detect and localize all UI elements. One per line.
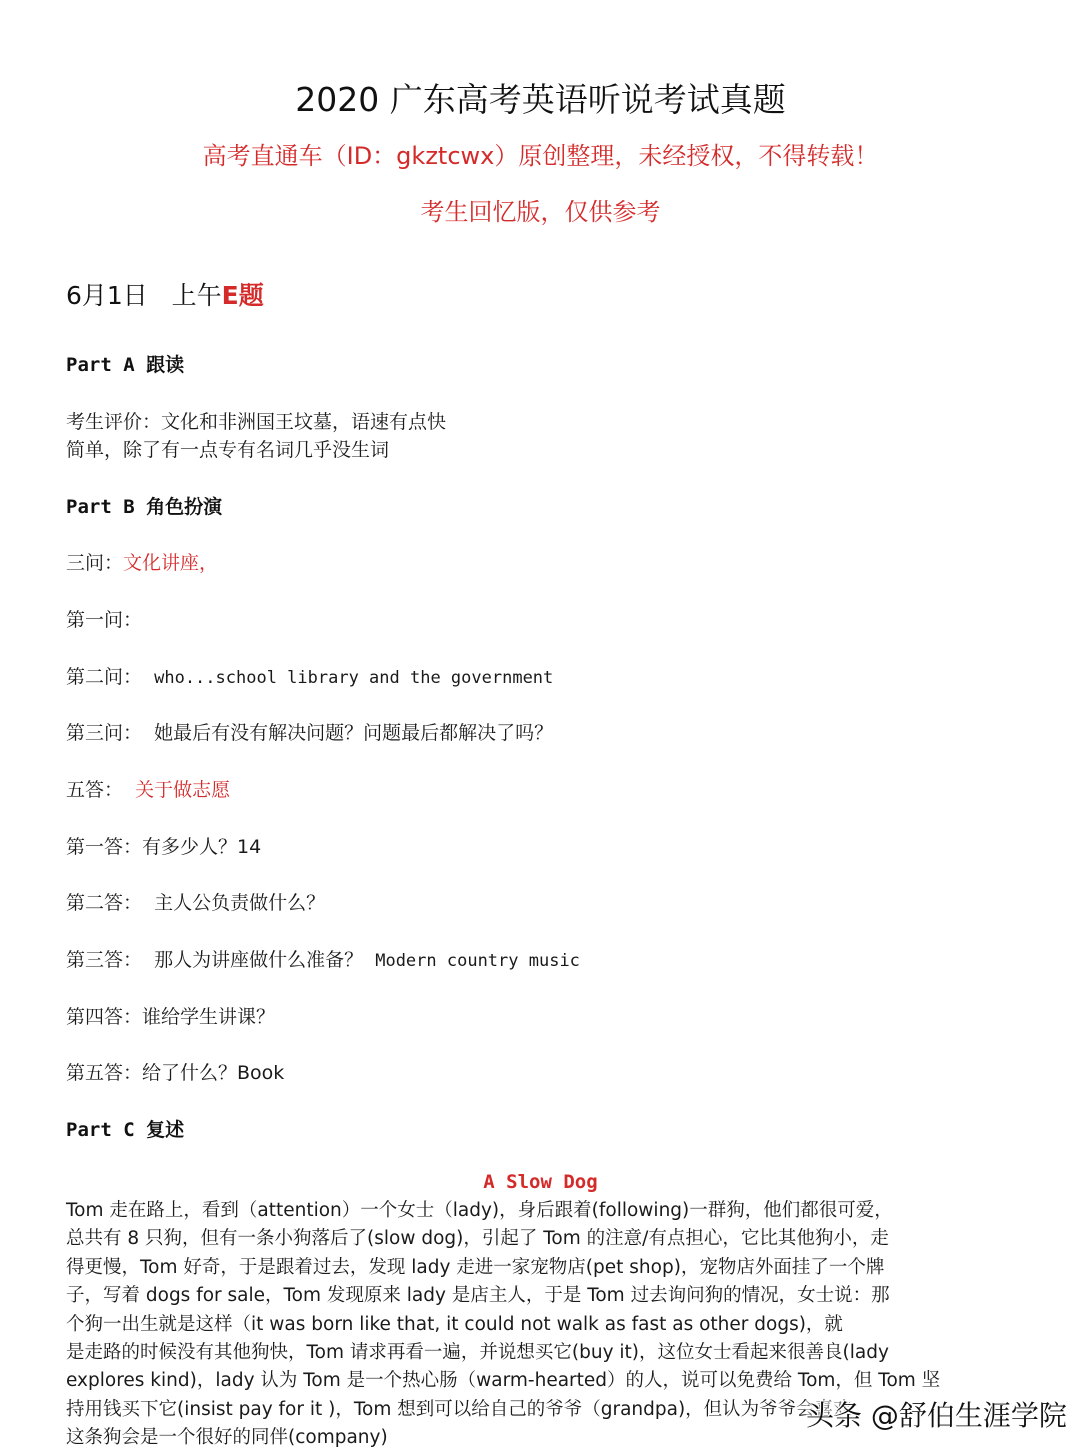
- part-b-title: 角色扮演: [146, 496, 223, 518]
- story-line: 总共有 8 只狗，但有一条小狗落后了(slow dog)，引起了 Tom 的注意/有点担心，它比其他狗小，走: [66, 1228, 889, 1250]
- questions-label: 三问：: [66, 552, 124, 574]
- answer-1: [66, 832, 261, 859]
- part-a-title: 跟读: [146, 354, 185, 376]
- story-line: 这条狗会是一个很好的同伴(company): [66, 1427, 388, 1449]
- question-2: [66, 662, 553, 689]
- answer-label: 第五答：: [66, 1062, 143, 1084]
- answer-4: [66, 1002, 275, 1029]
- answer-text: 谁给学生讲课？: [142, 1006, 276, 1028]
- answer-label: 第三答：: [66, 949, 143, 971]
- question-3: [66, 718, 553, 745]
- session-set-label: E题: [221, 281, 264, 310]
- question-text: 她最后有没有解决问题？问题最后都解决了吗？: [154, 722, 554, 744]
- part-c-label: Part C: [66, 1119, 135, 1141]
- answers-label: 五答：: [66, 779, 124, 801]
- part-b-label: Part B: [66, 496, 135, 518]
- copyright-notice: 高考直通车（ID：gkztcwx）原创整理，未经授权，不得转载！: [202, 142, 879, 170]
- part-a-comment-2: 简单，除了有一点专有名词几乎没生词: [66, 439, 390, 461]
- answer-text: 主人公负责做什么？: [154, 892, 326, 914]
- recall-version-note: 考生回忆版，仅供参考: [420, 198, 661, 226]
- part-a-heading: [66, 350, 184, 377]
- questions-heading: [66, 548, 218, 575]
- watermark: 头条 @舒伯生涯学院: [806, 1394, 1067, 1434]
- story-line: Tom 走在路上，看到（attention）一个女士（lady)，身后跟着(following)一群狗，他们都很可爱，: [66, 1200, 893, 1221]
- document-title: 2020 广东高考英语听说考试真题: [295, 80, 786, 119]
- question-1: [66, 605, 142, 632]
- part-b-heading: [66, 492, 222, 519]
- part-c-heading: [66, 1115, 184, 1142]
- session-heading: [66, 276, 264, 312]
- story-line: 是走路的时候没有其他狗快，Tom 请求再看一遍，并说想买它(buy it)，这位女士看起来很善良(lady: [66, 1342, 889, 1364]
- session-period: 上午: [171, 281, 222, 310]
- question-label: 第二问：: [66, 666, 143, 688]
- answer-text: 那人为讲座做什么准备？: [154, 949, 364, 971]
- story-line: 个狗一出生就是这样（it was born like that, it could not walk as fast as other dogs)，就: [66, 1313, 843, 1335]
- part-c-title: 复述: [146, 1119, 185, 1141]
- part-a-label: Part A: [66, 354, 135, 376]
- answer-english: Modern country music: [375, 951, 580, 971]
- answer-3: [66, 945, 580, 972]
- story-line: 子，写着 dogs for sale，Tom 发现原来 lady 是店主人，于是 Tom 过去询问狗的情况，女士说：那: [66, 1285, 890, 1307]
- answer-text: 有多少人？14: [142, 836, 262, 858]
- answer-label: 第四答：: [66, 1006, 143, 1028]
- story-line: explores kind)，lady 认为 Tom 是一个热心肠（warm-hearted）的人，说可以免费给 Tom，但 Tom 坚: [66, 1370, 941, 1392]
- question-label: 第一问：: [66, 609, 143, 631]
- answer-label: 第一答：: [66, 836, 143, 858]
- answer-5: [66, 1058, 284, 1085]
- story-title: A Slow Dog: [483, 1171, 598, 1193]
- questions-topic: 文化讲座，: [123, 552, 219, 574]
- answers-heading: [66, 775, 230, 802]
- question-label: 第三问：: [66, 722, 143, 744]
- part-a-comment-1: 考生评价：文化和非洲国王坟墓，语速有点快: [66, 411, 447, 433]
- answer-text: 给了什么？Book: [142, 1062, 285, 1084]
- session-date: 6月1日: [66, 281, 148, 310]
- answer-label: 第二答：: [66, 892, 143, 914]
- answers-topic: 关于做志愿: [135, 779, 231, 801]
- story-line: 得更慢，Tom 好奇，于是跟着过去，发现 lady 走进一家宠物店(pet shop)，宠物店外面挂了一个牌: [66, 1256, 885, 1278]
- story-line: 持用钱买下它(insist pay for it )，Tom 想到可以给自己的爷爷（grandpa)，但认为爷爷会喜欢: [66, 1398, 852, 1420]
- question-text: who...school library and the government: [154, 668, 554, 688]
- answer-2: [66, 888, 325, 915]
